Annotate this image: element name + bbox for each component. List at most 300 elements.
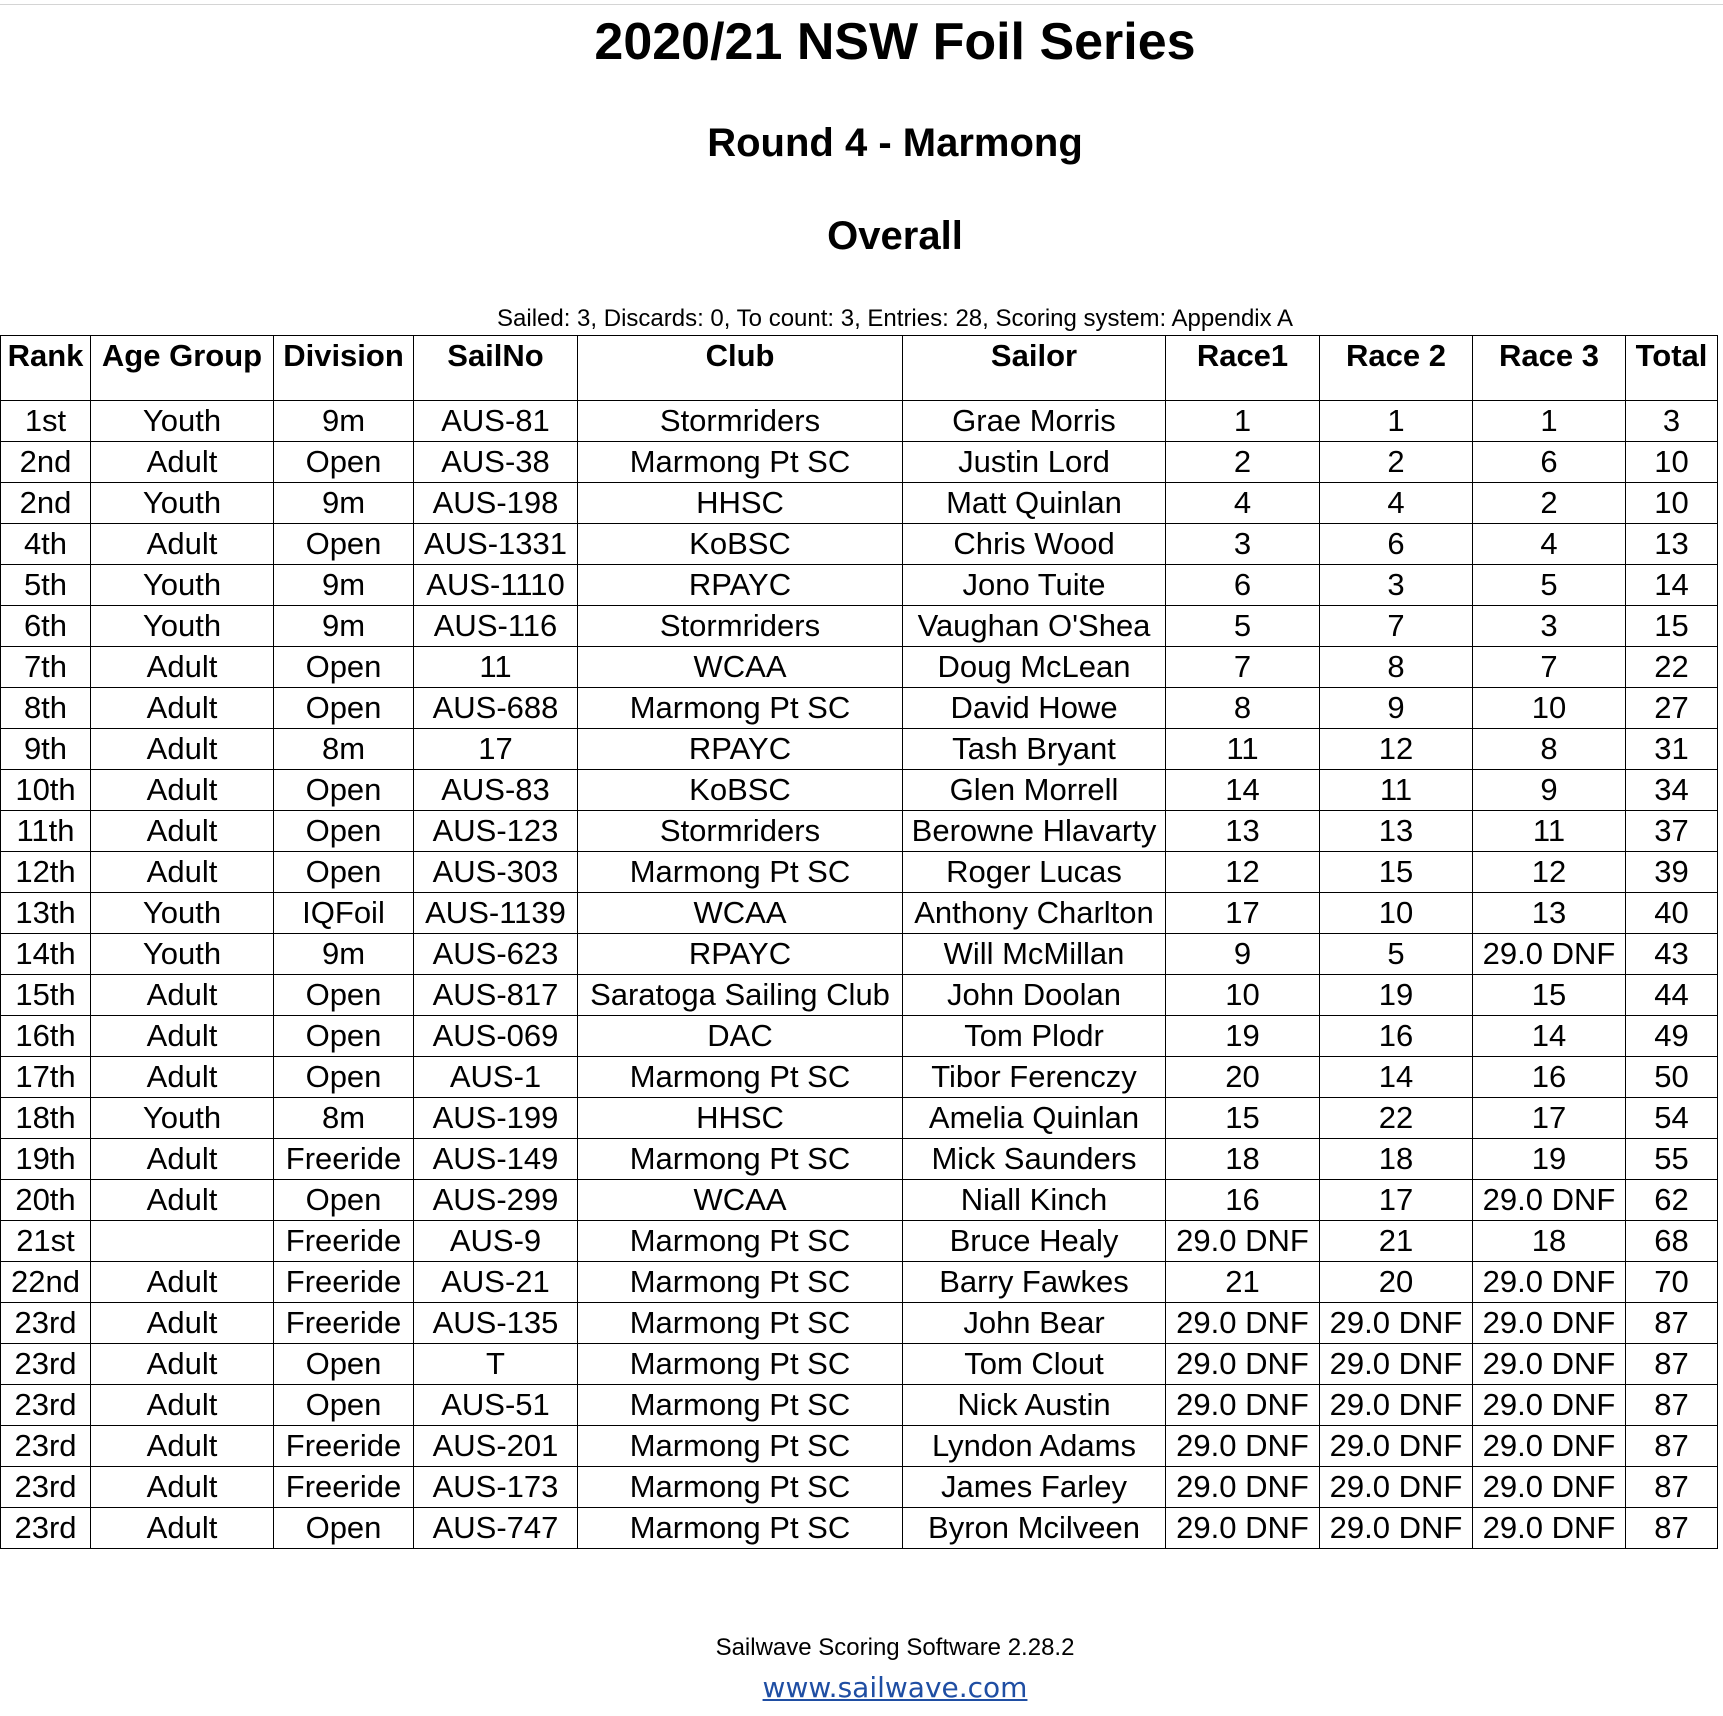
cell-race-2: 29.0 DNF <box>1320 1467 1473 1508</box>
cell-race-1: 29.0 DNF <box>1166 1303 1320 1344</box>
table-row <box>1 770 1718 811</box>
cell-sail-no: AUS-9 <box>414 1221 578 1262</box>
cell-race-2: 15 <box>1320 852 1473 893</box>
cell-sailor: Lyndon Adams <box>903 1426 1166 1467</box>
cell-club: Saratoga Sailing Club <box>578 975 903 1016</box>
cell-race-3: 29.0 DNF <box>1473 1467 1626 1508</box>
cell-total: 3 <box>1626 401 1718 442</box>
cell-division: Freeride <box>274 1426 414 1467</box>
cell-race-1: 15 <box>1166 1098 1320 1139</box>
cell-club: RPAYC <box>578 565 903 606</box>
cell-sailor: Mick Saunders <box>903 1139 1166 1180</box>
cell-total: 13 <box>1626 524 1718 565</box>
cell-race-3: 29.0 DNF <box>1473 1180 1626 1221</box>
cell-age-group: Adult <box>91 1057 274 1098</box>
cell-age-group: Adult <box>91 524 274 565</box>
cell-age-group <box>91 1221 274 1262</box>
cell-sail-no: AUS-81 <box>414 401 578 442</box>
table-row <box>1 1467 1718 1508</box>
cell-sail-no: AUS-135 <box>414 1303 578 1344</box>
cell-age-group: Adult <box>91 811 274 852</box>
cell-total: 10 <box>1626 483 1718 524</box>
cell-age-group: Adult <box>91 1303 274 1344</box>
cell-club: Marmong Pt SC <box>578 1303 903 1344</box>
cell-sailor: Anthony Charlton <box>903 893 1166 934</box>
cell-rank: 5th <box>1 565 91 606</box>
cell-race-1: 3 <box>1166 524 1320 565</box>
cell-age-group: Youth <box>91 606 274 647</box>
table-row <box>1 1057 1718 1098</box>
cell-total: 14 <box>1626 565 1718 606</box>
cell-division: Open <box>274 811 414 852</box>
cell-race-3: 29.0 DNF <box>1473 934 1626 975</box>
column-header-club: Club <box>578 336 903 401</box>
cell-total: 44 <box>1626 975 1718 1016</box>
cell-rank: 9th <box>1 729 91 770</box>
cell-total: 40 <box>1626 893 1718 934</box>
cell-division: Open <box>274 647 414 688</box>
cell-race-3: 7 <box>1473 647 1626 688</box>
cell-sailor: James Farley <box>903 1467 1166 1508</box>
cell-sail-no: AUS-069 <box>414 1016 578 1057</box>
cell-race-1: 10 <box>1166 975 1320 1016</box>
cell-age-group: Youth <box>91 934 274 975</box>
cell-age-group: Adult <box>91 1508 274 1549</box>
cell-age-group: Youth <box>91 483 274 524</box>
cell-sail-no: AUS-116 <box>414 606 578 647</box>
cell-race-1: 29.0 DNF <box>1166 1385 1320 1426</box>
cell-division: Open <box>274 1016 414 1057</box>
cell-sailor: Tom Plodr <box>903 1016 1166 1057</box>
cell-sailor: Barry Fawkes <box>903 1262 1166 1303</box>
cell-division: Freeride <box>274 1221 414 1262</box>
cell-race-2: 2 <box>1320 442 1473 483</box>
cell-total: 55 <box>1626 1139 1718 1180</box>
cell-rank: 23rd <box>1 1467 91 1508</box>
cell-age-group: Adult <box>91 1467 274 1508</box>
cell-race-3: 29.0 DNF <box>1473 1262 1626 1303</box>
cell-race-2: 9 <box>1320 688 1473 729</box>
table-row <box>1 1426 1718 1467</box>
cell-age-group: Adult <box>91 770 274 811</box>
cell-age-group: Adult <box>91 1344 274 1385</box>
cell-race-2: 11 <box>1320 770 1473 811</box>
cell-age-group: Youth <box>91 893 274 934</box>
cell-rank: 15th <box>1 975 91 1016</box>
cell-sailor: Byron Mcilveen <box>903 1508 1166 1549</box>
cell-rank: 7th <box>1 647 91 688</box>
column-header-sail-no: SailNo <box>414 336 578 401</box>
cell-race-3: 14 <box>1473 1016 1626 1057</box>
cell-rank: 20th <box>1 1180 91 1221</box>
cell-sail-no: AUS-1331 <box>414 524 578 565</box>
cell-sail-no: AUS-199 <box>414 1098 578 1139</box>
cell-division: Open <box>274 1508 414 1549</box>
cell-race-3: 11 <box>1473 811 1626 852</box>
column-header-total: Total <box>1626 336 1718 401</box>
cell-race-2: 8 <box>1320 647 1473 688</box>
cell-race-1: 14 <box>1166 770 1320 811</box>
footer-website-link[interactable]: www.sailwave.com <box>762 1671 1028 1704</box>
cell-race-3: 10 <box>1473 688 1626 729</box>
cell-sailor: John Bear <box>903 1303 1166 1344</box>
cell-race-3: 18 <box>1473 1221 1626 1262</box>
cell-sail-no: AUS-1 <box>414 1057 578 1098</box>
cell-race-1: 8 <box>1166 688 1320 729</box>
cell-age-group: Youth <box>91 1098 274 1139</box>
cell-sailor: Jono Tuite <box>903 565 1166 606</box>
cell-race-1: 19 <box>1166 1016 1320 1057</box>
cell-race-3: 29.0 DNF <box>1473 1303 1626 1344</box>
cell-club: DAC <box>578 1016 903 1057</box>
column-header-rank: Rank <box>1 336 91 401</box>
cell-sail-no: AUS-817 <box>414 975 578 1016</box>
cell-division: Freeride <box>274 1262 414 1303</box>
cell-division: Open <box>274 852 414 893</box>
cell-rank: 18th <box>1 1098 91 1139</box>
cell-age-group: Adult <box>91 1262 274 1303</box>
table-row <box>1 1098 1718 1139</box>
cell-race-3: 2 <box>1473 483 1626 524</box>
cell-rank: 4th <box>1 524 91 565</box>
round-subtitle: Round 4 - Marmong <box>707 121 1083 165</box>
cell-sailor: Vaughan O'Shea <box>903 606 1166 647</box>
page-title: 2020/21 NSW Foil Series <box>594 13 1196 71</box>
cell-rank: 23rd <box>1 1303 91 1344</box>
cell-total: 87 <box>1626 1426 1718 1467</box>
cell-club: Stormriders <box>578 811 903 852</box>
cell-sail-no: AUS-173 <box>414 1467 578 1508</box>
cell-total: 87 <box>1626 1303 1718 1344</box>
cell-rank: 21st <box>1 1221 91 1262</box>
cell-sailor: Tom Clout <box>903 1344 1166 1385</box>
cell-sailor: Grae Morris <box>903 401 1166 442</box>
cell-race-2: 29.0 DNF <box>1320 1508 1473 1549</box>
cell-division: Freeride <box>274 1139 414 1180</box>
cell-age-group: Adult <box>91 647 274 688</box>
cell-race-1: 29.0 DNF <box>1166 1508 1320 1549</box>
table-row <box>1 1016 1718 1057</box>
cell-division: 9m <box>274 483 414 524</box>
cell-race-2: 14 <box>1320 1057 1473 1098</box>
cell-division: 8m <box>274 1098 414 1139</box>
cell-total: 87 <box>1626 1385 1718 1426</box>
cell-division: Open <box>274 1385 414 1426</box>
table-row <box>1 934 1718 975</box>
cell-race-3: 29.0 DNF <box>1473 1385 1626 1426</box>
header-row <box>1 336 1718 401</box>
cell-division: Open <box>274 770 414 811</box>
table-row <box>1 442 1718 483</box>
cell-race-3: 1 <box>1473 401 1626 442</box>
cell-race-1: 5 <box>1166 606 1320 647</box>
cell-rank: 23rd <box>1 1508 91 1549</box>
cell-total: 43 <box>1626 934 1718 975</box>
cell-race-3: 4 <box>1473 524 1626 565</box>
cell-rank: 8th <box>1 688 91 729</box>
cell-total: 62 <box>1626 1180 1718 1221</box>
cell-rank: 19th <box>1 1139 91 1180</box>
cell-sailor: Justin Lord <box>903 442 1166 483</box>
cell-rank: 16th <box>1 1016 91 1057</box>
cell-age-group: Adult <box>91 1180 274 1221</box>
table-row <box>1 1139 1718 1180</box>
cell-club: WCAA <box>578 647 903 688</box>
cell-rank: 14th <box>1 934 91 975</box>
cell-rank: 23rd <box>1 1385 91 1426</box>
cell-club: KoBSC <box>578 524 903 565</box>
cell-race-2: 7 <box>1320 606 1473 647</box>
cell-age-group: Adult <box>91 1139 274 1180</box>
cell-club: HHSC <box>578 1098 903 1139</box>
cell-race-1: 13 <box>1166 811 1320 852</box>
cell-division: Freeride <box>274 1467 414 1508</box>
cell-club: KoBSC <box>578 770 903 811</box>
cell-rank: 23rd <box>1 1344 91 1385</box>
cell-sail-no: AUS-149 <box>414 1139 578 1180</box>
cell-total: 54 <box>1626 1098 1718 1139</box>
cell-total: 50 <box>1626 1057 1718 1098</box>
cell-race-2: 29.0 DNF <box>1320 1385 1473 1426</box>
cell-sail-no: AUS-1139 <box>414 893 578 934</box>
cell-age-group: Adult <box>91 729 274 770</box>
cell-division: Open <box>274 1057 414 1098</box>
cell-race-1: 1 <box>1166 401 1320 442</box>
cell-sailor: Roger Lucas <box>903 852 1166 893</box>
cell-sail-no: AUS-38 <box>414 442 578 483</box>
cell-race-2: 18 <box>1320 1139 1473 1180</box>
cell-sail-no: 11 <box>414 647 578 688</box>
cell-club: Stormriders <box>578 606 903 647</box>
cell-total: 87 <box>1626 1467 1718 1508</box>
cell-age-group: Adult <box>91 442 274 483</box>
cell-age-group: Adult <box>91 1016 274 1057</box>
table-row <box>1 852 1718 893</box>
spreadsheet-gridline <box>0 4 1723 5</box>
cell-race-3: 17 <box>1473 1098 1626 1139</box>
cell-club: Marmong Pt SC <box>578 1262 903 1303</box>
cell-race-3: 15 <box>1473 975 1626 1016</box>
cell-race-2: 6 <box>1320 524 1473 565</box>
cell-race-1: 29.0 DNF <box>1166 1467 1320 1508</box>
cell-sail-no: AUS-623 <box>414 934 578 975</box>
cell-club: WCAA <box>578 1180 903 1221</box>
cell-sailor: Tash Bryant <box>903 729 1166 770</box>
cell-sailor: Berowne Hlavarty <box>903 811 1166 852</box>
cell-rank: 10th <box>1 770 91 811</box>
cell-club: Marmong Pt SC <box>578 1057 903 1098</box>
table-row <box>1 1303 1718 1344</box>
cell-total: 87 <box>1626 1508 1718 1549</box>
cell-total: 37 <box>1626 811 1718 852</box>
cell-division: Open <box>274 1344 414 1385</box>
cell-division: Freeride <box>274 1303 414 1344</box>
scoring-summary: Sailed: 3, Discards: 0, To count: 3, Entries: 28, Scoring system: Appendix A <box>497 305 1293 332</box>
table-row <box>1 893 1718 934</box>
cell-race-2: 29.0 DNF <box>1320 1426 1473 1467</box>
column-header-race-3: Race 3 <box>1473 336 1626 401</box>
cell-sail-no: T <box>414 1344 578 1385</box>
cell-sail-no: AUS-688 <box>414 688 578 729</box>
cell-race-2: 12 <box>1320 729 1473 770</box>
cell-race-1: 20 <box>1166 1057 1320 1098</box>
cell-division: 9m <box>274 934 414 975</box>
table-row <box>1 1221 1718 1262</box>
table-row <box>1 401 1718 442</box>
cell-total: 31 <box>1626 729 1718 770</box>
cell-sail-no: AUS-83 <box>414 770 578 811</box>
cell-division: 9m <box>274 606 414 647</box>
cell-sailor: Matt Quinlan <box>903 483 1166 524</box>
cell-total: 87 <box>1626 1344 1718 1385</box>
cell-age-group: Adult <box>91 1426 274 1467</box>
table-row <box>1 606 1718 647</box>
cell-rank: 17th <box>1 1057 91 1098</box>
table-row <box>1 811 1718 852</box>
cell-race-1: 11 <box>1166 729 1320 770</box>
cell-division: Open <box>274 442 414 483</box>
cell-total: 27 <box>1626 688 1718 729</box>
cell-club: RPAYC <box>578 934 903 975</box>
cell-race-3: 12 <box>1473 852 1626 893</box>
cell-race-3: 9 <box>1473 770 1626 811</box>
cell-division: IQFoil <box>274 893 414 934</box>
cell-rank: 23rd <box>1 1426 91 1467</box>
cell-club: Marmong Pt SC <box>578 852 903 893</box>
cell-sailor: Doug McLean <box>903 647 1166 688</box>
section-heading: Overall <box>827 214 963 258</box>
cell-division: 9m <box>274 565 414 606</box>
cell-race-2: 3 <box>1320 565 1473 606</box>
cell-sailor: John Doolan <box>903 975 1166 1016</box>
cell-club: Stormriders <box>578 401 903 442</box>
cell-total: 39 <box>1626 852 1718 893</box>
column-header-race-1: Race1 <box>1166 336 1320 401</box>
cell-age-group: Adult <box>91 688 274 729</box>
cell-race-2: 5 <box>1320 934 1473 975</box>
cell-race-2: 29.0 DNF <box>1320 1344 1473 1385</box>
cell-sailor: Will McMillan <box>903 934 1166 975</box>
cell-race-2: 16 <box>1320 1016 1473 1057</box>
footer-software-credit: Sailwave Scoring Software 2.28.2 <box>715 1634 1075 1661</box>
cell-race-1: 7 <box>1166 647 1320 688</box>
cell-division: Open <box>274 975 414 1016</box>
cell-sail-no: AUS-51 <box>414 1385 578 1426</box>
cell-sail-no: AUS-198 <box>414 483 578 524</box>
cell-sail-no: AUS-1110 <box>414 565 578 606</box>
cell-sailor: Niall Kinch <box>903 1180 1166 1221</box>
cell-sailor: Glen Morrell <box>903 770 1166 811</box>
cell-race-1: 18 <box>1166 1139 1320 1180</box>
cell-race-1: 12 <box>1166 852 1320 893</box>
table-row <box>1 1385 1718 1426</box>
cell-race-3: 16 <box>1473 1057 1626 1098</box>
cell-sailor: Amelia Quinlan <box>903 1098 1166 1139</box>
cell-club: HHSC <box>578 483 903 524</box>
cell-sail-no: AUS-303 <box>414 852 578 893</box>
cell-club: Marmong Pt SC <box>578 442 903 483</box>
cell-sail-no: AUS-299 <box>414 1180 578 1221</box>
cell-sail-no: AUS-201 <box>414 1426 578 1467</box>
cell-club: Marmong Pt SC <box>578 1385 903 1426</box>
cell-sailor: David Howe <box>903 688 1166 729</box>
cell-club: Marmong Pt SC <box>578 1467 903 1508</box>
cell-race-3: 3 <box>1473 606 1626 647</box>
cell-race-3: 5 <box>1473 565 1626 606</box>
table-row <box>1 729 1718 770</box>
cell-rank: 13th <box>1 893 91 934</box>
column-header-race-2: Race 2 <box>1320 336 1473 401</box>
cell-race-2: 10 <box>1320 893 1473 934</box>
cell-rank: 1st <box>1 401 91 442</box>
column-header-division: Division <box>274 336 414 401</box>
cell-club: Marmong Pt SC <box>578 1508 903 1549</box>
cell-race-1: 29.0 DNF <box>1166 1344 1320 1385</box>
table-row <box>1 524 1718 565</box>
results-table <box>0 335 1718 1549</box>
cell-sail-no: 17 <box>414 729 578 770</box>
cell-race-1: 16 <box>1166 1180 1320 1221</box>
cell-total: 15 <box>1626 606 1718 647</box>
cell-age-group: Youth <box>91 565 274 606</box>
cell-club: Marmong Pt SC <box>578 1344 903 1385</box>
cell-race-3: 29.0 DNF <box>1473 1344 1626 1385</box>
cell-race-2: 13 <box>1320 811 1473 852</box>
cell-sailor: Nick Austin <box>903 1385 1166 1426</box>
cell-race-3: 6 <box>1473 442 1626 483</box>
cell-total: 34 <box>1626 770 1718 811</box>
cell-age-group: Youth <box>91 401 274 442</box>
cell-race-1: 2 <box>1166 442 1320 483</box>
cell-sail-no: AUS-21 <box>414 1262 578 1303</box>
cell-club: Marmong Pt SC <box>578 1426 903 1467</box>
table-row <box>1 1344 1718 1385</box>
cell-total: 70 <box>1626 1262 1718 1303</box>
cell-total: 68 <box>1626 1221 1718 1262</box>
cell-division: Open <box>274 688 414 729</box>
cell-division: 8m <box>274 729 414 770</box>
cell-club: WCAA <box>578 893 903 934</box>
cell-race-2: 1 <box>1320 401 1473 442</box>
cell-race-2: 17 <box>1320 1180 1473 1221</box>
cell-rank: 11th <box>1 811 91 852</box>
cell-club: Marmong Pt SC <box>578 688 903 729</box>
cell-rank: 2nd <box>1 442 91 483</box>
cell-race-2: 22 <box>1320 1098 1473 1139</box>
cell-race-2: 29.0 DNF <box>1320 1303 1473 1344</box>
cell-sailor: Bruce Healy <box>903 1221 1166 1262</box>
cell-age-group: Adult <box>91 852 274 893</box>
cell-age-group: Adult <box>91 975 274 1016</box>
cell-sailor: Tibor Ferenczy <box>903 1057 1166 1098</box>
cell-race-3: 13 <box>1473 893 1626 934</box>
column-header-sailor: Sailor <box>903 336 1166 401</box>
cell-race-3: 8 <box>1473 729 1626 770</box>
cell-division: Open <box>274 524 414 565</box>
cell-club: Marmong Pt SC <box>578 1139 903 1180</box>
cell-race-2: 19 <box>1320 975 1473 1016</box>
cell-race-1: 6 <box>1166 565 1320 606</box>
cell-race-3: 19 <box>1473 1139 1626 1180</box>
cell-sail-no: AUS-747 <box>414 1508 578 1549</box>
cell-race-1: 9 <box>1166 934 1320 975</box>
table-row <box>1 565 1718 606</box>
table-row <box>1 647 1718 688</box>
cell-rank: 6th <box>1 606 91 647</box>
table-row <box>1 1262 1718 1303</box>
cell-sailor: Chris Wood <box>903 524 1166 565</box>
cell-division: Open <box>274 1180 414 1221</box>
